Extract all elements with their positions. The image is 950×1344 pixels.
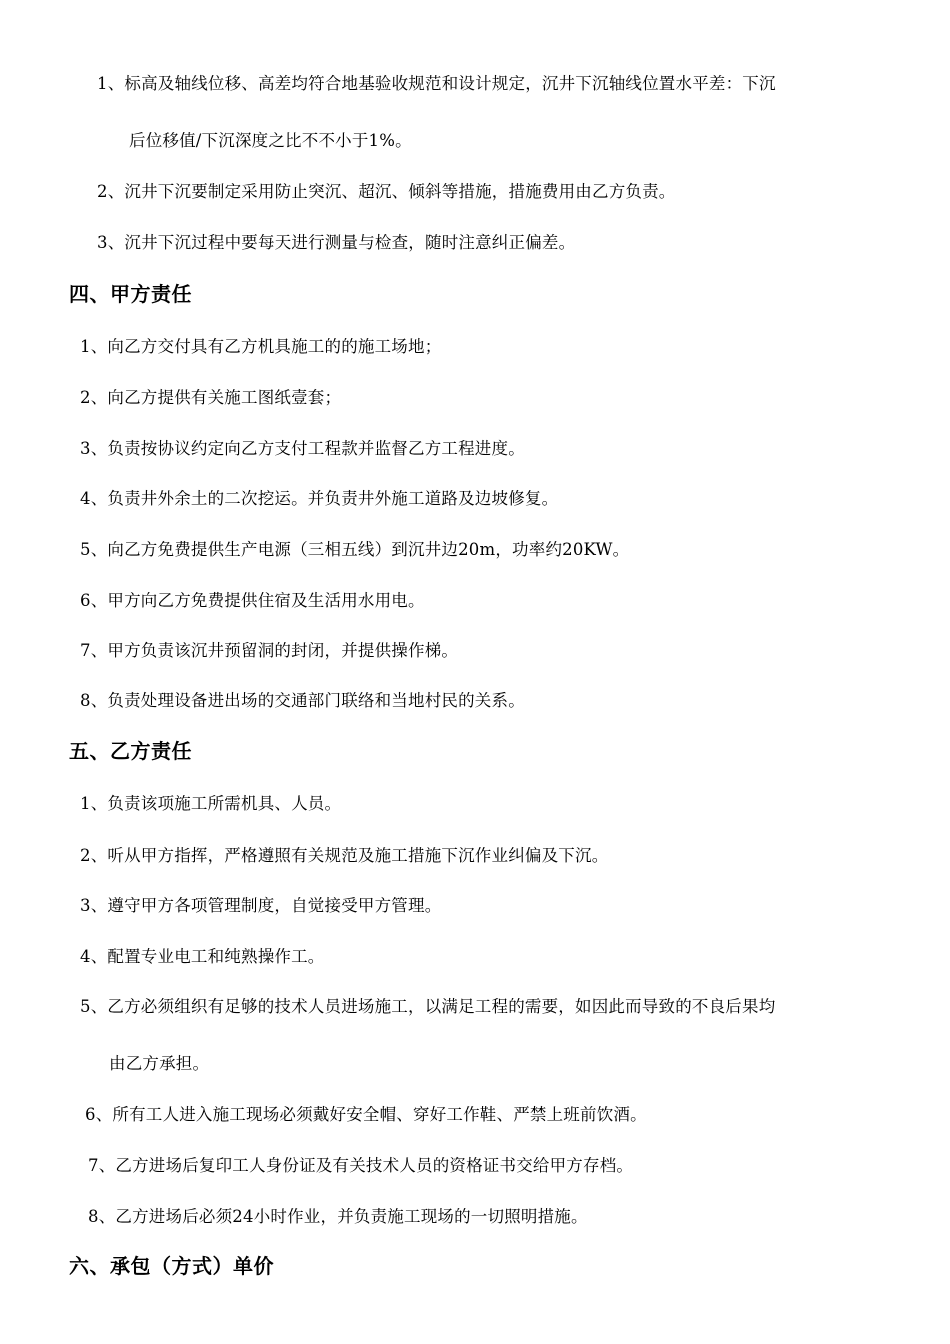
section6-heading: 六、承包（方式）单价: [69, 1254, 274, 1278]
section5-item-4: 4、配置专业电工和纯熟操作工。: [80, 947, 325, 966]
section4-heading: 四、甲方责任: [69, 282, 192, 306]
section5-item-6: 6、所有工人进入施工现场必须戴好安全帽、穿好工作鞋、严禁上班前饮酒。: [85, 1105, 647, 1124]
section5-item-8: 8、乙方进场后必须24小时作业，并负责施工现场的一切照明措施。: [88, 1207, 588, 1226]
section5-item-5-continued: 由乙方承担。: [109, 1054, 210, 1073]
section4-item-5: 5、向乙方免费提供生产电源（三相五线）到沉井边20m，功率约20KW。: [80, 540, 630, 559]
section5-item-5: 5、乙方必须组织有足够的技术人员进场施工，以满足工程的需要，如因此而导致的不良后果均: [80, 997, 776, 1016]
section3-item-1-continued: 后位移值/下沉深度之比不不小于1%。: [129, 131, 412, 150]
section4-item-3: 3、负责按协议约定向乙方支付工程款并监督乙方工程进度。: [80, 439, 525, 458]
section3-item-1: 1、标高及轴线位移、高差均符合地基验收规范和设计规定，沉井下沉轴线位置水平差：下沉: [97, 74, 776, 93]
section5-item-2: 2、听从甲方指挥，严格遵照有关规范及施工措施下沉作业纠偏及下沉。: [80, 846, 609, 865]
section5-heading: 五、乙方责任: [69, 739, 192, 763]
section4-item-4: 4、负责井外余土的二次挖运。并负责井外施工道路及边坡修复。: [80, 489, 559, 508]
section4-item-8: 8、负责处理设备进出场的交通部门联络和当地村民的关系。: [80, 691, 525, 710]
section4-item-7: 7、甲方负责该沉井预留洞的封闭，并提供操作梯。: [80, 641, 459, 660]
section4-item-6: 6、甲方向乙方免费提供住宿及生活用水用电。: [80, 591, 425, 610]
section3-item-3: 3、沉井下沉过程中要每天进行测量与检查，随时注意纠正偏差。: [97, 233, 576, 252]
section5-item-1: 1、负责该项施工所需机具、人员。: [80, 794, 342, 813]
section5-item-3: 3、遵守甲方各项管理制度，自觉接受甲方管理。: [80, 896, 442, 915]
section4-item-1: 1、向乙方交付具有乙方机具施工的的施工场地；: [80, 337, 442, 356]
section4-item-2: 2、向乙方提供有关施工图纸壹套；: [80, 388, 342, 407]
section3-item-2: 2、沉井下沉要制定采用防止突沉、超沉、倾斜等措施，措施费用由乙方负责。: [97, 182, 676, 201]
section5-item-7: 7、乙方进场后复印工人身份证及有关技术人员的资格证书交给甲方存档。: [88, 1156, 634, 1175]
